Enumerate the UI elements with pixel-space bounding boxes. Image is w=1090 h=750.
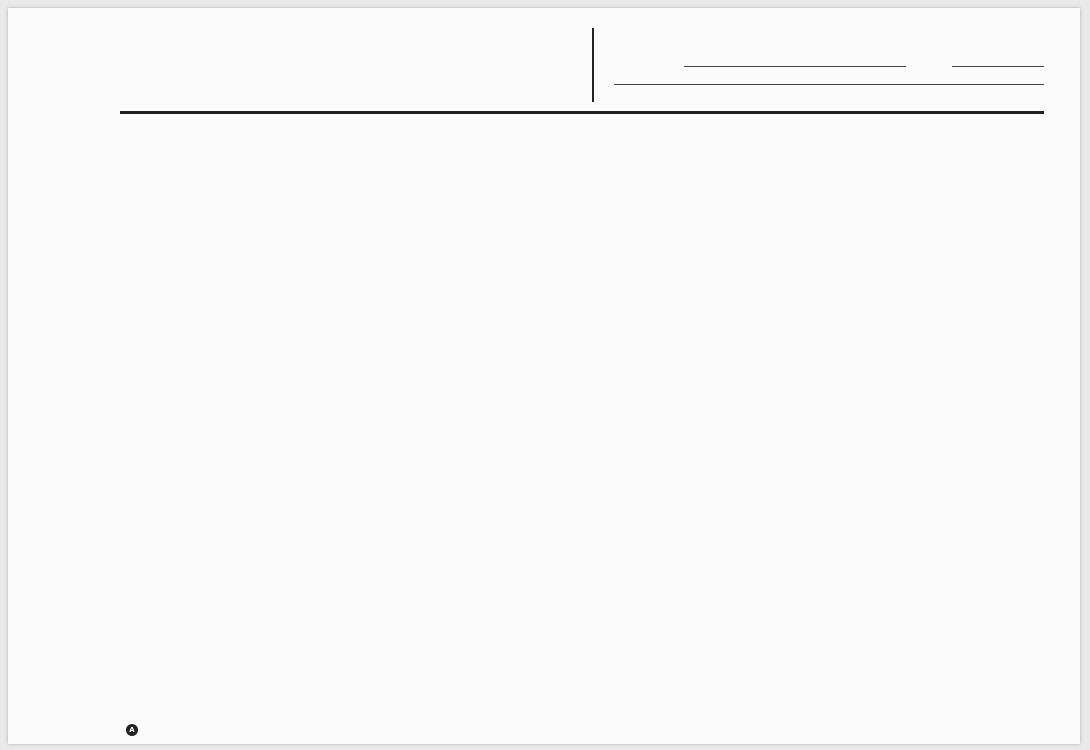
census-form-sheet (8, 8, 1080, 744)
printer-logo-icon: A (126, 724, 138, 736)
table-grid (8, 8, 1080, 744)
